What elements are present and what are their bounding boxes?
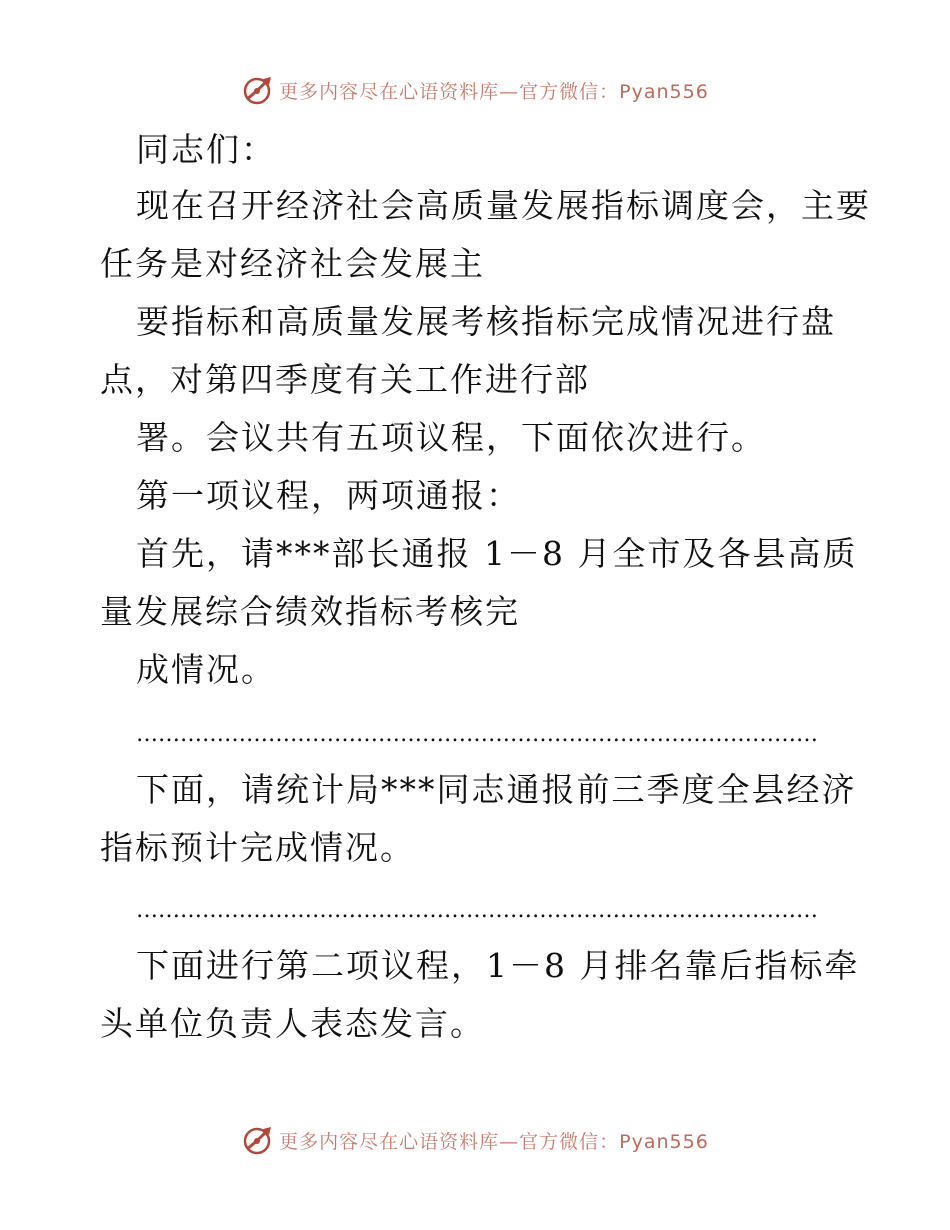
footer-banner-id: Pyan556 [619, 1130, 709, 1153]
text-line: 署。会议共有五项议程，下面依次进行。 [136, 418, 766, 457]
header-banner-label: 更多内容尽在心语资料库—官方微信： [279, 80, 620, 103]
text-line: 下面进行第二项议程，1－8 月排名靠后指标牵 [136, 946, 860, 985]
footer-banner-label: 更多内容尽在心语资料库—官方微信： [279, 1130, 620, 1153]
text-line: 头单位负责人表态发言。 [100, 1004, 485, 1043]
header-banner-id: Pyan556 [619, 80, 709, 103]
text-line: 量发展综合绩效指标考核完 [100, 592, 520, 631]
text-line: 现在召开经济社会高质量发展指标调度会，主要 [136, 186, 871, 225]
ellipsis-separator: ………………………………………………………………………………… [136, 898, 818, 923]
header-banner-text [279, 77, 709, 104]
text-line: 下面，请统计局***同志通报前三季度全县经济 [136, 770, 857, 809]
text-line: 首先，请***部长通报 1－8 月全市及各县高质 [136, 534, 858, 573]
header-watermark-banner [0, 70, 950, 110]
text-line: 成情况。 [136, 650, 276, 689]
text-line: 同志们： [136, 130, 276, 169]
ellipsis-separator: ………………………………………………………………………………… [136, 722, 818, 747]
text-line: 点，对第四季度有关工作进行部 [100, 360, 590, 399]
text-line: 指标预计完成情况。 [100, 828, 415, 867]
footer-banner-text [279, 1127, 709, 1154]
footer-watermark-banner [0, 1120, 950, 1160]
text-line: 任务是对经济社会发展主 [100, 244, 485, 283]
pen-logo-icon [241, 1123, 275, 1157]
text-line: 要指标和高质量发展考核指标完成情况进行盘 [136, 302, 836, 341]
pen-logo-icon [241, 73, 275, 107]
text-line: 第一项议程，两项通报： [136, 476, 521, 515]
